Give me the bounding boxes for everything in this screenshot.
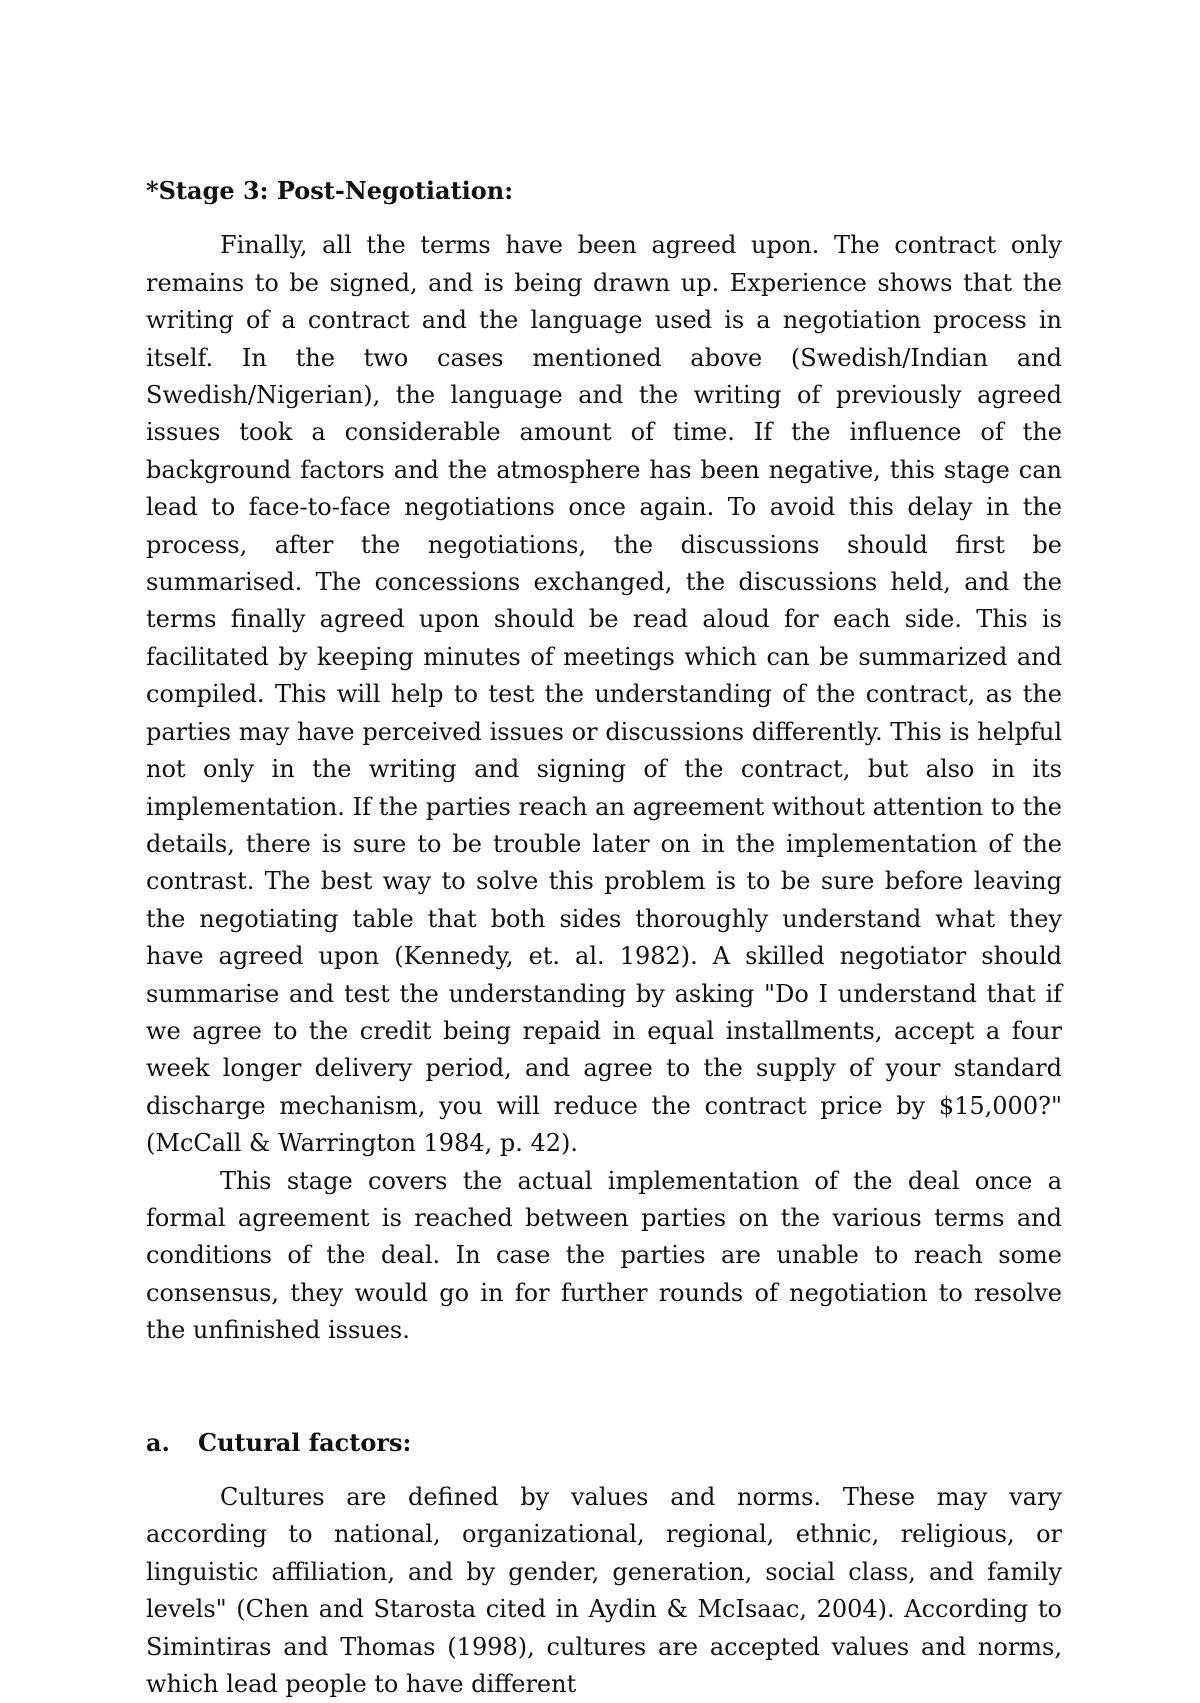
section-title: Cutural factors: — [198, 1427, 412, 1457]
stage-heading-title: Stage 3: Post-Negotiation: — [158, 176, 514, 205]
section-marker: a. — [146, 1427, 170, 1457]
asterisk-marker: * — [146, 176, 159, 205]
document-page — [146, 172, 1062, 1703]
paragraph-cultural-factors: Cultures are defined by values and norms. These may vary according to national, organizational, regional, ethnic, religious, or linguistic affiliation, and by gender, generation, social class, and family levels" (Chen and Starosta cited in Aydin & McIsaac, 2004). According to Simintiras and Thomas (1998), cultures are accepted values and norms, which lead people to have different — [146, 1483, 1062, 1699]
section-heading — [146, 1424, 1062, 1461]
paragraph-implementation: This stage covers the actual implementation of the deal once a formal agreement is reached between parties on the various terms and conditions of the deal. In case the parties are unable to reach some consensus, they would go in for further rounds of negotiation to resolve the unfinished issues. — [146, 1166, 1062, 1345]
paragraph-post-negotiation: Finally, all the terms have been agreed upon. The contract only remains to be signed, and is being drawn up. Experience shows that the writing of a contract and the language used is a negotiation process in itself. In the two cases mentioned above (Swedish/Indian and Swedish/Nigerian), the language and the writing of previously agreed issues took a considerable amount of time. If the influence of the background factors and the atmosphere has been negative, this stage can lead to face-to-face negotiations once again. To avoid this delay in the process, after the negotiations, the discussions should first be summarised. The concessions exchanged, the discussions held, and the terms finally agreed upon should be read aloud for each side. This is facilitated by keeping minutes of meetings which can be summarized and compiled. This will help to test the understanding of the contract, as the parties may have perceived issues or discussions differently. This is helpful not only in the writing and signing of the contract, but also in its implementation. If the parties reach an agreement without attention to the details, there is sure to be trouble later on in the implementation of the contrast. The best way to solve this problem is to be sure before leaving the negotiating table that both sides thoroughly understand what they have agreed upon (Kennedy, et. al. 1982). A skilled negotiator should summarise and test the understanding by asking "Do I understand that if we agree to the credit being repaid in equal installments, accept a four week longer delivery period, and agree to the supply of your standard discharge mechanism, you will reduce the contract price by $15,000?" (McCall & Warrington 1984, p. 42). — [146, 231, 1062, 1158]
stage-heading — [146, 172, 1062, 209]
